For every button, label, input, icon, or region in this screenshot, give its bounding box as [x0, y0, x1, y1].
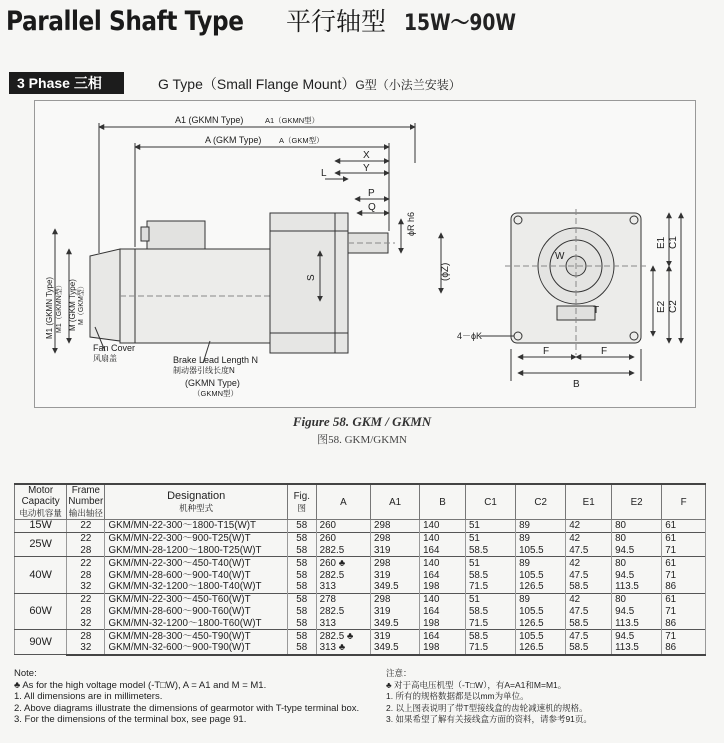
- brake-lead-label-cn: 制动器引线长度N: [173, 366, 235, 375]
- cell-a: 278: [316, 593, 370, 605]
- cell-capacity: 60W: [15, 593, 67, 629]
- notes-chinese: [386, 668, 592, 726]
- cell-f: 71: [662, 569, 706, 581]
- cell-fig: 58: [287, 545, 316, 557]
- cell-frame: 32: [67, 617, 105, 629]
- col-a1: A1: [371, 484, 420, 520]
- table-row: [15, 520, 706, 533]
- cell-c2: 105.5: [516, 630, 566, 642]
- fan-cover-label: Fan Cover: [93, 343, 136, 353]
- dim-s: S: [306, 274, 317, 281]
- cell-a: 282.5: [316, 569, 370, 581]
- title-chinese: 平行轴型: [286, 7, 387, 36]
- cell-c1: 71.5: [465, 642, 515, 655]
- table-row: [15, 532, 706, 544]
- col-a: A: [316, 484, 370, 520]
- cell-a1: 349.5: [371, 581, 420, 593]
- cell-frame: 28: [67, 606, 105, 618]
- cell-capacity: 90W: [15, 630, 67, 655]
- cell-designation: GKM/MN-28-600～900-T40(W)T: [105, 569, 287, 581]
- terminal-box: [147, 221, 205, 249]
- cell-designation: GKM/MN-28-1200～1800-T25(W)T: [105, 545, 287, 557]
- cell-c2: 89: [516, 520, 566, 533]
- dim-m1-gkmn-cn: M1（GKMN型）: [56, 281, 63, 333]
- cell-b: 140: [420, 532, 466, 544]
- cell-e2: 80: [612, 557, 662, 569]
- cell-e2: 94.5: [612, 630, 662, 642]
- cell-e1: 58.5: [566, 642, 612, 655]
- type-heading: [158, 74, 461, 94]
- cell-a1: 349.5: [371, 617, 420, 629]
- cell-fig: 58: [287, 532, 316, 544]
- cell-b: 140: [420, 557, 466, 569]
- cell-b: 198: [420, 642, 466, 655]
- cell-fig: 58: [287, 557, 316, 569]
- cell-c2: 105.5: [516, 545, 566, 557]
- cell-e2: 94.5: [612, 606, 662, 618]
- cell-f: 86: [662, 581, 706, 593]
- cell-fig: 58: [287, 630, 316, 642]
- table-row: [15, 557, 706, 569]
- cell-fig: 58: [287, 617, 316, 629]
- cell-designation: GKM/MN-22-300～900-T25(W)T: [105, 532, 287, 544]
- cell-c1: 71.5: [465, 581, 515, 593]
- cell-b: 164: [420, 569, 466, 581]
- cell-b: 140: [420, 593, 466, 605]
- gkmn-type-label: (GKMN Type): [185, 378, 240, 388]
- cell-c2: 105.5: [516, 569, 566, 581]
- cell-c2: 126.5: [516, 642, 566, 655]
- cell-f: 71: [662, 606, 706, 618]
- cell-a1: 298: [371, 532, 420, 544]
- dim-x: X: [363, 150, 370, 161]
- note-2-cn: 2. 以上图表说明了带T型接线盒的齿轮减速机的规格。: [386, 702, 588, 713]
- dim-c1: C1: [668, 236, 679, 249]
- cell-c2: 126.5: [516, 581, 566, 593]
- note-3-cn: 3. 如果希望了解有关接线盒方面的资料，请参考91页。: [386, 714, 592, 725]
- cell-a: 313 ♣: [316, 642, 370, 655]
- cell-e2: 80: [612, 532, 662, 544]
- cell-a1: 298: [371, 557, 420, 569]
- table-row: [15, 593, 706, 605]
- cell-capacity: 25W: [15, 532, 67, 557]
- dim-f-right: F: [601, 346, 608, 357]
- cell-fig: 58: [287, 606, 316, 618]
- dim-a1-label: A1 (GKMN Type): [175, 115, 244, 125]
- col-motor-capacity: Motor Capacity 电动机容量: [15, 484, 67, 520]
- cell-a: 282.5: [316, 606, 370, 618]
- note-1: 1. All dimensions are in millimeters.: [14, 691, 163, 703]
- cell-frame: 22: [67, 532, 105, 544]
- cell-c1: 58.5: [465, 606, 515, 618]
- cell-c1: 58.5: [465, 545, 515, 557]
- cell-b: 164: [420, 630, 466, 642]
- cell-f: 61: [662, 593, 706, 605]
- note-high-voltage: ♣ As for the high voltage model (-T□W), A = A1 and M = M1.: [14, 679, 267, 691]
- cell-c1: 58.5: [465, 569, 515, 581]
- dim-q: Q: [368, 202, 376, 213]
- cell-e1: 47.5: [566, 545, 612, 557]
- cell-a1: 319: [371, 569, 420, 581]
- col-fig: Fig. 图: [287, 484, 316, 520]
- col-e1: E1: [566, 484, 612, 520]
- cell-capacity: 15W: [15, 520, 67, 533]
- cell-fig: 58: [287, 642, 316, 655]
- cell-a1: 319: [371, 545, 420, 557]
- cell-f: 61: [662, 520, 706, 533]
- dimension-drawing: [34, 100, 696, 408]
- title-english: Parallel Shaft Type: [6, 6, 244, 37]
- dim-m1-gkmn: M1 (GKMN Type): [45, 276, 54, 339]
- cell-a: 313: [316, 617, 370, 629]
- dim-w: W: [555, 251, 565, 262]
- cell-a: 260 ♣: [316, 557, 370, 569]
- dim-m-gkm: M (GKM Type): [68, 279, 77, 331]
- cell-fig: 58: [287, 581, 316, 593]
- cell-b: 198: [420, 617, 466, 629]
- dim-l: L: [321, 168, 327, 179]
- table-row: [15, 545, 706, 557]
- cell-a1: 349.5: [371, 642, 420, 655]
- cell-designation: GKM/MN-28-600～900-T60(W)T: [105, 606, 287, 618]
- cell-frame: 28: [67, 545, 105, 557]
- dim-k: 4－ϕK: [457, 331, 483, 341]
- cell-e1: 47.5: [566, 606, 612, 618]
- table-row: [15, 581, 706, 593]
- cell-c1: 51: [465, 532, 515, 544]
- table-row: [15, 642, 706, 655]
- note-3: 3. For the dimensions of the terminal box, see page 91.: [14, 714, 247, 726]
- cell-designation: GKM/MN-22-300～1800-T15(W)T: [105, 520, 287, 533]
- dim-p: P: [368, 188, 375, 199]
- col-c1: C1: [465, 484, 515, 520]
- note-high-voltage-cn: ♣ 对于高电压机型（-T□W），有A=A1和M=M1。: [386, 679, 567, 690]
- cell-c1: 51: [465, 557, 515, 569]
- cell-e2: 113.5: [612, 581, 662, 593]
- cell-frame: 32: [67, 642, 105, 655]
- cell-frame: 22: [67, 520, 105, 533]
- cell-c1: 51: [465, 520, 515, 533]
- cell-c2: 89: [516, 557, 566, 569]
- cell-a1: 298: [371, 593, 420, 605]
- cell-e2: 113.5: [612, 642, 662, 655]
- cell-frame: 28: [67, 630, 105, 642]
- cell-c2: 126.5: [516, 617, 566, 629]
- cell-f: 86: [662, 642, 706, 655]
- notes-title: Note:: [14, 668, 37, 679]
- cell-f: 71: [662, 630, 706, 642]
- cell-b: 198: [420, 581, 466, 593]
- cell-a1: 319: [371, 630, 420, 642]
- cell-a1: 298: [371, 520, 420, 533]
- dim-t: T: [593, 305, 600, 316]
- cell-a: 313: [316, 581, 370, 593]
- cell-e1: 47.5: [566, 630, 612, 642]
- cell-designation: GKM/MN-28-300～450-T90(W)T: [105, 630, 287, 642]
- dim-e1: E1: [656, 236, 667, 249]
- cell-capacity: 40W: [15, 557, 67, 593]
- gear-head: [270, 213, 348, 353]
- dim-b: B: [573, 379, 580, 390]
- table-row: [15, 630, 706, 642]
- cell-frame: 32: [67, 581, 105, 593]
- col-e2: E2: [612, 484, 662, 520]
- col-f: F: [662, 484, 706, 520]
- cell-fig: 58: [287, 569, 316, 581]
- gkmn-type-label-cn: （GKMN型）: [193, 389, 238, 398]
- cell-designation: GKM/MN-22-300～450-T40(W)T: [105, 557, 287, 569]
- cell-e1: 42: [566, 532, 612, 544]
- cell-frame: 28: [67, 569, 105, 581]
- dim-a1-label-cn: A1（GKMN型）: [265, 116, 320, 125]
- gearmotor-drawing: [35, 101, 695, 407]
- cell-e1: 42: [566, 557, 612, 569]
- dim-e2: E2: [656, 300, 667, 313]
- cell-fig: 58: [287, 593, 316, 605]
- cell-c1: 51: [465, 593, 515, 605]
- brake-lead-label: Brake Lead Length N: [173, 355, 259, 365]
- cell-frame: 22: [67, 557, 105, 569]
- col-frame-number: Frame Number 输出轴径: [68, 485, 104, 518]
- cell-a: 282.5: [316, 545, 370, 557]
- cell-c2: 89: [516, 593, 566, 605]
- cell-b: 164: [420, 606, 466, 618]
- col-b: B: [420, 484, 466, 520]
- dim-r: ϕR h6: [406, 211, 416, 236]
- table-row: [15, 617, 706, 629]
- cell-f: 61: [662, 557, 706, 569]
- cell-e2: 113.5: [612, 617, 662, 629]
- note-2: 2. Above diagrams illustrate the dimensions of gearmotor with T-type terminal box.: [14, 702, 360, 714]
- cell-a: 260: [316, 520, 370, 533]
- cell-e2: 80: [612, 520, 662, 533]
- cell-frame: 22: [67, 593, 105, 605]
- cell-a: 260: [316, 532, 370, 544]
- cell-c1: 58.5: [465, 630, 515, 642]
- power-range: 15W～90W: [404, 11, 517, 36]
- cell-e1: 42: [566, 520, 612, 533]
- cell-fig: 58: [287, 520, 316, 533]
- fan-cover-shape: [90, 249, 120, 341]
- dim-m-gkm-cn: M（GKM型）: [78, 282, 85, 325]
- page-title: [6, 2, 536, 40]
- table-body: [15, 520, 706, 655]
- cell-f: 86: [662, 617, 706, 629]
- table-row: [15, 606, 706, 618]
- cell-designation: GKM/MN-32-1200～1800-T40(W)T: [105, 581, 287, 593]
- cell-c2: 89: [516, 532, 566, 544]
- cell-a1: 319: [371, 606, 420, 618]
- col-designation: Designation 机种型式: [105, 484, 287, 520]
- cell-designation: GKM/MN-32-600～900-T90(W)T: [105, 642, 287, 655]
- phase-badge: 3 Phase 三相: [9, 72, 124, 94]
- cell-designation: GKM/MN-32-1200～1800-T60(W)T: [105, 617, 287, 629]
- dim-c2: C2: [668, 300, 679, 313]
- col-c2: C2: [516, 484, 566, 520]
- notes-title-cn: 注意：: [386, 668, 412, 678]
- table-header-row: [15, 484, 706, 520]
- fan-cover-label-cn: 风扇盖: [93, 354, 117, 363]
- dim-a-label-cn: A（GKM型）: [279, 136, 324, 145]
- type-label: G Type（Small Flange Mount）: [158, 76, 356, 92]
- dim-y: Y: [363, 163, 370, 174]
- type-label-cn: G型（小法兰安装）: [355, 78, 461, 92]
- cell-c1: 71.5: [465, 617, 515, 629]
- figure-caption: Figure 58. GKM / GKMN: [292, 414, 432, 429]
- cell-a: 282.5 ♣: [316, 630, 370, 642]
- cell-e1: 47.5: [566, 569, 612, 581]
- cell-e2: 94.5: [612, 545, 662, 557]
- note-1-cn: 1. 所有的规格数据都是以mm为单位。: [386, 691, 529, 702]
- cell-e2: 94.5: [612, 569, 662, 581]
- dim-a-label: A (GKM Type): [205, 135, 262, 145]
- notes-english: [14, 668, 359, 726]
- dimension-table: [14, 483, 706, 656]
- dim-z: (ϕZ): [440, 262, 451, 281]
- cell-b: 140: [420, 520, 466, 533]
- cell-c2: 105.5: [516, 606, 566, 618]
- cell-designation: GKM/MN-22-300～450-T60(W)T: [105, 593, 287, 605]
- figure-caption-cn: 图58. GKM/GKMN: [317, 434, 407, 446]
- cell-e2: 80: [612, 593, 662, 605]
- cell-e1: 42: [566, 593, 612, 605]
- cell-e1: 58.5: [566, 617, 612, 629]
- cell-f: 71: [662, 545, 706, 557]
- cell-f: 61: [662, 532, 706, 544]
- cell-b: 164: [420, 545, 466, 557]
- cell-e1: 58.5: [566, 581, 612, 593]
- table-row: [15, 569, 706, 581]
- dim-f-left: F: [543, 346, 550, 357]
